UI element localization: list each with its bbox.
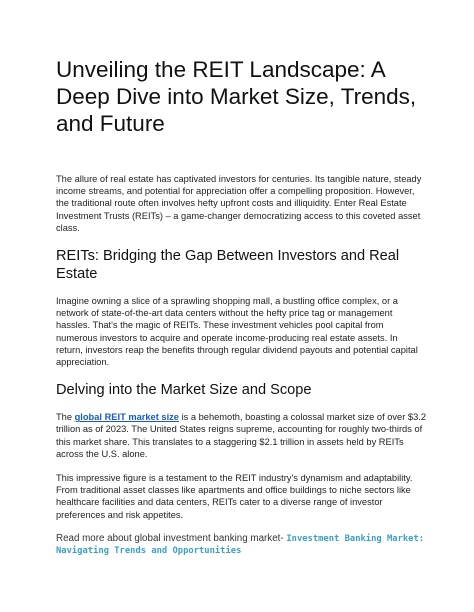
investment-banking-market-link[interactable]: Investment Banking Market: Navigating Trends and Opportunities [56,533,425,557]
section-heading-reits: REITs: Bridging the Gap Between Investors and Real Estate [56,248,400,283]
page-title: Unveiling the REIT Landscape: A Deep Dive into Market Size, Trends, and Future [56,57,417,136]
market-size-text-start: The [56,412,75,423]
read-more-paragraph [56,533,426,558]
industry-paragraph: This impressive figure is a testament to the REIT industry's dynamism and adaptability. From traditional asset classes like apartments and office buildings to niche sectors like healthcare facilities and data centers, REITs cater to a diverse range of investor preferences and risk appetites. [56,473,413,520]
section-heading-market-size: Delving into the Market Size and Scope [56,382,312,399]
global-reit-market-size-link[interactable]: global REIT market size [74,412,179,423]
read-more-prefix: Read more about global investment banking market- [56,532,287,544]
document-page [56,56,426,558]
market-size-paragraph [56,411,426,460]
intro-paragraph: The allure of real estate has captivated investors for centuries. Its tangible nature, steady income streams, and potential for appreciation offer a compelling proposition. However, the traditional route often involves hefty upfront costs and illiquidity. Enter Real Estate Investment Trusts (REITs) – a game-changer democratizing access to this coveted asset class. [56,174,422,233]
reits-paragraph: Imagine owning a slice of a sprawling shopping mall, a bustling office complex, or a network of state-of-the-art data centers without the hefty price tag or management hassles. That's the magic of REITs. These investment vehicles pool capital from numerous investors to acquire and operate income-producing real estate assets. In return, investors reap the benefits through regular dividend payouts and potential capital appreciation. [56,296,418,368]
market-size-text-rest: is a behemoth, boasting a colossal market size of over $3.2 trillion as of 2023. The United States reigns supreme, accounting for roughly two-thirds of this market share. This translates to a staggering $2.1 trillion in assets held by REITs across the U.S. alone. [56,412,427,459]
